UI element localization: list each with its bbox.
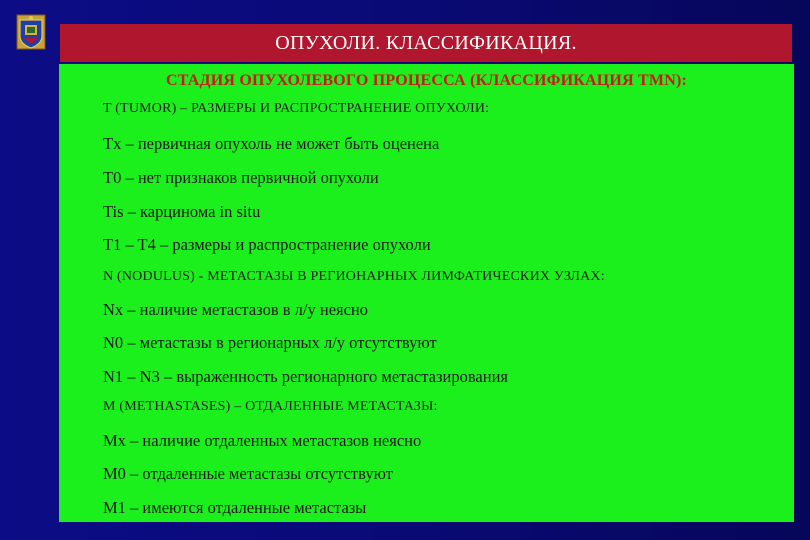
list-item: Tis – карцинома in situ xyxy=(103,202,261,221)
t-section-title: T (TUMOR) – РАЗМЕРЫ И РАСПРОСТРАНЕНИЕ ОПУХОЛИ: xyxy=(103,101,490,116)
list-item: M1 – имеются отдаленные метастазы xyxy=(103,498,367,517)
list-item: T0 – нет признаков первичной опухоли xyxy=(103,168,379,187)
list-item: Nx – наличие метастазов в л/у неясно xyxy=(103,300,369,319)
list-item: T1 – T4 – размеры и распространение опухоли xyxy=(103,235,431,254)
list-item: N0 – метастазы в регионарных л/у отсутствуют xyxy=(103,333,437,352)
title-bar xyxy=(60,24,792,62)
content-panel xyxy=(59,64,794,522)
classification-heading: СТАДИЯ ОПУХОЛЕВОГО ПРОЦЕССА (КЛАССИФИКАЦИЯ TMN): xyxy=(165,72,688,89)
list-item: M0 – отдаленные метастазы отсутствуют xyxy=(103,464,393,483)
n-section-title: N (NODULUS) - МЕТАСТАЗЫ В РЕГИОНАРНЫХ ЛИМФАТИЧЕСКИХ УЗЛАХ: xyxy=(103,269,605,284)
list-item: N1 – N3 – выраженность регионарного метастазирования xyxy=(103,367,508,386)
list-item: Mx – наличие отдаленных метастазов неясно xyxy=(103,431,422,450)
coat-of-arms-icon xyxy=(16,14,46,50)
m-section-title: M (METHASTASES) – ОТДАЛЕННЫЕ МЕТАСТАЗЫ: xyxy=(103,399,438,414)
page-title: ОПУХОЛИ. КЛАССИФИКАЦИЯ. xyxy=(275,31,577,54)
list-item: Tx – первичная опухоль не может быть оценена xyxy=(103,134,440,153)
